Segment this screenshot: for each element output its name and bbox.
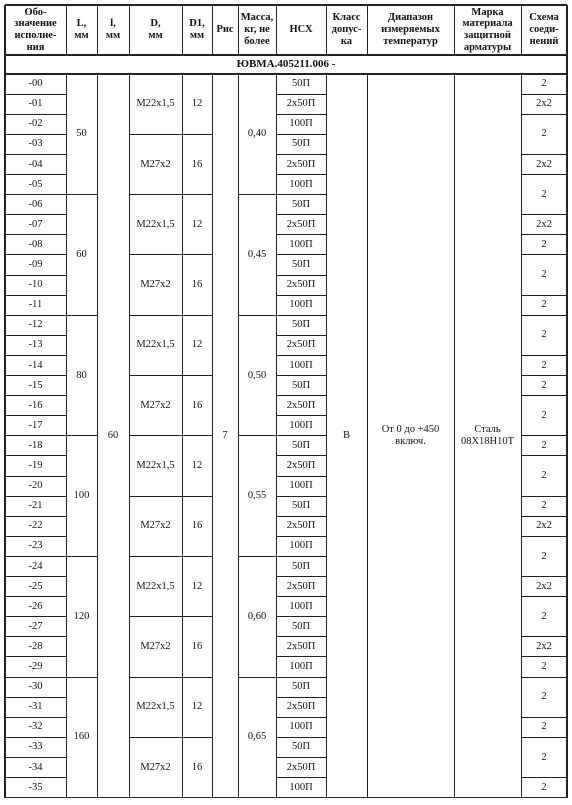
grid-line: [66, 556, 97, 557]
connection-scheme-cell: 2: [541, 610, 547, 622]
grid-line: [5, 4, 567, 5]
grid-line: [521, 5, 522, 55]
designation-cell: -16: [28, 399, 43, 411]
designation-cell: -19: [28, 460, 43, 472]
thread-D-cell: М27х2: [140, 640, 171, 652]
grid-line: [521, 576, 567, 577]
grid-line: [521, 435, 567, 436]
nsx-cell: 2х50П: [286, 701, 316, 713]
connection-scheme-cell: 2: [541, 781, 547, 793]
header-connection-scheme: Схема соеди- нений: [529, 12, 559, 47]
grid-line: [4, 55, 5, 74]
grid-line: [276, 737, 326, 738]
grid-line: [129, 496, 212, 497]
grid-line: [521, 717, 567, 718]
thread-D-cell: М22х1,5: [136, 460, 175, 472]
grid-line: [129, 254, 212, 255]
grid-line: [276, 596, 326, 597]
thread-D-cell: М22х1,5: [136, 580, 175, 592]
figure-cell: 7: [222, 429, 228, 441]
grid-line: [5, 94, 66, 95]
grid-line: [129, 5, 130, 55]
grid-line: [276, 757, 326, 758]
grid-line: [276, 375, 326, 376]
grid-line: [276, 214, 326, 215]
grid-line: [521, 516, 567, 517]
diameter-D1-cell: 16: [191, 399, 203, 411]
designation-cell: -01: [28, 98, 43, 110]
nsx-cell: 50П: [291, 741, 311, 753]
grid-line: [5, 234, 66, 235]
grid-line: [521, 355, 567, 356]
nsx-cell: 100П: [289, 781, 313, 793]
connection-scheme-cell: 2: [541, 379, 547, 391]
diameter-D1-cell: 12: [191, 339, 203, 351]
designation-cell: -18: [28, 439, 43, 451]
nsx-cell: 100П: [289, 600, 313, 612]
grid-line: [521, 455, 567, 456]
grid-line: [521, 295, 567, 296]
diameter-D1-cell: 12: [191, 98, 203, 110]
grid-line: [5, 596, 66, 597]
nsx-cell: 2х50П: [286, 339, 316, 351]
grid-line: [367, 5, 368, 55]
grid-line: [5, 516, 66, 517]
nsx-cell: 100П: [289, 118, 313, 130]
thread-D-cell: М27х2: [140, 279, 171, 291]
grid-line: [5, 717, 66, 718]
grid-line: [5, 616, 66, 617]
nsx-cell: 50П: [291, 319, 311, 331]
grid-line: [129, 737, 212, 738]
grid-line: [276, 777, 326, 778]
grid-line: [5, 375, 66, 376]
grid-line: [276, 134, 326, 135]
grid-line: [5, 797, 567, 798]
diameter-D1-cell: 12: [191, 218, 203, 230]
designation-cell: -35: [28, 781, 43, 793]
header-diameter-D1: D1, мм: [189, 18, 205, 41]
grid-line: [521, 375, 567, 376]
thread-D-cell: М22х1,5: [136, 701, 175, 713]
grid-line: [129, 194, 212, 195]
grid-line: [5, 154, 66, 155]
designation-cell: -08: [28, 238, 43, 250]
diameter-D1-cell: 12: [191, 580, 203, 592]
grid-line: [276, 114, 326, 115]
designation-cell: -09: [28, 259, 43, 271]
designation-cell: -20: [28, 480, 43, 492]
designation-cell: -12: [28, 319, 43, 331]
grid-line: [5, 335, 66, 336]
grid-line: [5, 395, 66, 396]
grid-line: [276, 234, 326, 235]
connection-scheme-cell: 2: [541, 128, 547, 140]
grid-line: [521, 174, 567, 175]
nsx-cell: 100П: [289, 540, 313, 552]
grid-line: [4, 5, 5, 55]
designation-cell: -32: [28, 721, 43, 733]
nsx-cell: 100П: [289, 480, 313, 492]
grid-line: [129, 435, 212, 436]
nsx-cell: 50П: [291, 259, 311, 271]
designation-cell: -26: [28, 600, 43, 612]
grid-line: [276, 275, 326, 276]
nsx-cell: 100П: [289, 299, 313, 311]
header-thread-D: D, мм: [148, 18, 163, 41]
designation-cell: -11: [28, 299, 43, 311]
designation-cell: -13: [28, 339, 43, 351]
grid-line: [276, 717, 326, 718]
grid-line: [5, 214, 66, 215]
grid-line: [5, 254, 66, 255]
grid-line: [97, 5, 98, 55]
mass-cell: 0,60: [247, 610, 267, 622]
grid-line: [66, 315, 97, 316]
designation-cell: -34: [28, 761, 43, 773]
grid-line: [276, 616, 326, 617]
nsx-cell: 100П: [289, 238, 313, 250]
grid-line: [5, 295, 66, 296]
connection-scheme-cell: 2: [541, 78, 547, 90]
grid-line: [276, 576, 326, 577]
connection-scheme-cell: 2х2: [536, 158, 552, 170]
connection-scheme-cell: 2х2: [536, 580, 552, 592]
diameter-D1-cell: 16: [191, 520, 203, 532]
grid-line: [5, 757, 66, 758]
connection-scheme-cell: 2: [541, 751, 547, 763]
connection-scheme-cell: 2х2: [536, 98, 552, 110]
grid-line: [5, 415, 66, 416]
diameter-D1-cell: 12: [191, 460, 203, 472]
header-material: Марка материала защитной арматуры: [462, 6, 513, 53]
thread-D-cell: М27х2: [140, 399, 171, 411]
grid-line: [566, 5, 567, 55]
header-tolerance-class: Класс допус- ка: [331, 12, 362, 47]
grid-line: [276, 496, 326, 497]
mass-cell: 0,40: [247, 128, 267, 140]
nsx-cell: 2х50П: [286, 98, 316, 110]
grid-line: [521, 656, 567, 657]
grid-line: [129, 315, 212, 316]
connection-scheme-cell: 2х2: [536, 218, 552, 230]
mass-cell: 0,50: [247, 369, 267, 381]
grid-line: [238, 435, 276, 436]
length-L-cell: 50: [76, 128, 87, 140]
grid-line: [5, 54, 567, 55]
grid-line: [326, 5, 327, 55]
grid-line: [5, 435, 66, 436]
grid-line: [276, 154, 326, 155]
grid-line: [367, 74, 368, 798]
temp-range-cell: От 0 до +450 включ.: [381, 424, 440, 447]
grid-line: [129, 616, 212, 617]
nsx-cell: 100П: [289, 661, 313, 673]
grid-line: [238, 315, 276, 316]
designation-cell: -27: [28, 620, 43, 632]
thread-D-cell: М22х1,5: [136, 98, 175, 110]
diameter-D1-cell: 16: [191, 640, 203, 652]
length-L-cell: 80: [76, 369, 87, 381]
grid-line: [129, 677, 212, 678]
grid-line: [521, 234, 567, 235]
grid-line: [5, 455, 66, 456]
designation-cell: -24: [28, 560, 43, 572]
thread-D-cell: М27х2: [140, 158, 171, 170]
grid-line: [521, 677, 567, 678]
nsx-cell: 50П: [291, 198, 311, 210]
grid-line: [5, 656, 66, 657]
grid-line: [182, 5, 183, 55]
connection-scheme-cell: 2: [541, 550, 547, 562]
nsx-cell: 100П: [289, 178, 313, 190]
grid-line: [5, 134, 66, 135]
designation-cell: -14: [28, 359, 43, 371]
diameter-D1-cell: 16: [191, 761, 203, 773]
thread-D-cell: М27х2: [140, 520, 171, 532]
length-L-cell: 120: [73, 610, 90, 622]
header-length-l: l, мм: [105, 18, 121, 41]
designation-cell: -15: [28, 379, 43, 391]
grid-line: [454, 74, 455, 798]
connection-scheme-cell: 2: [541, 359, 547, 371]
grid-line: [521, 154, 567, 155]
grid-line: [276, 315, 326, 316]
connection-scheme-cell: 2: [541, 409, 547, 421]
connection-scheme-cell: 2: [541, 329, 547, 341]
nsx-cell: 2х50П: [286, 158, 316, 170]
thread-D-cell: М22х1,5: [136, 339, 175, 351]
nsx-cell: 2х50П: [286, 460, 316, 472]
grid-line: [276, 254, 326, 255]
grid-line: [276, 335, 326, 336]
nsx-cell: 50П: [291, 620, 311, 632]
nsx-cell: 50П: [291, 500, 311, 512]
connection-scheme-cell: 2: [541, 691, 547, 703]
product-code-row: ЮВМА.405211.006 -: [236, 58, 336, 71]
designation-cell: -17: [28, 419, 43, 431]
nsx-cell: 2х50П: [286, 761, 316, 773]
grid-line: [5, 677, 66, 678]
grid-line: [276, 516, 326, 517]
length-L-cell: 100: [73, 490, 90, 502]
header-figure: Рис: [216, 24, 234, 36]
tolerance-class-cell: B: [342, 429, 350, 441]
connection-scheme-cell: 2: [541, 721, 547, 733]
diameter-D1-cell: 16: [191, 279, 203, 291]
grid-line: [5, 576, 66, 577]
designation-cell: -25: [28, 580, 43, 592]
connection-scheme-cell: 2: [541, 470, 547, 482]
grid-line: [521, 315, 567, 316]
grid-line: [238, 5, 239, 55]
grid-line: [521, 94, 567, 95]
length-l-cell: 60: [107, 429, 119, 441]
designation-cell: -05: [28, 178, 43, 190]
diameter-D1-cell: 12: [191, 701, 203, 713]
designation-cell: -21: [28, 500, 43, 512]
designation-cell: -00: [28, 78, 43, 90]
nsx-cell: 50П: [291, 78, 311, 90]
designation-cell: -02: [28, 118, 43, 130]
grid-line: [521, 254, 567, 255]
grid-line: [66, 194, 97, 195]
nsx-cell: 2х50П: [286, 279, 316, 291]
grid-line: [276, 5, 277, 55]
grid-line: [276, 636, 326, 637]
grid-line: [521, 214, 567, 215]
nsx-cell: 100П: [289, 419, 313, 431]
grid-line: [212, 5, 213, 55]
length-L-cell: 60: [76, 249, 87, 261]
nsx-cell: 2х50П: [286, 399, 316, 411]
grid-line: [5, 194, 66, 195]
grid-line: [238, 677, 276, 678]
nsx-cell: 50П: [291, 560, 311, 572]
header-length-L: L, мм: [74, 18, 89, 41]
grid-line: [5, 697, 66, 698]
designation-cell: -06: [28, 198, 43, 210]
grid-line: [276, 556, 326, 557]
grid-line: [521, 496, 567, 497]
thread-D-cell: М22х1,5: [136, 218, 175, 230]
grid-line: [276, 194, 326, 195]
grid-line: [521, 395, 567, 396]
grid-line: [521, 777, 567, 778]
diameter-D1-cell: 16: [191, 158, 203, 170]
grid-line: [276, 656, 326, 657]
grid-line: [276, 476, 326, 477]
grid-line: [129, 556, 212, 557]
connection-scheme-cell: 2х2: [536, 640, 552, 652]
grid-line: [521, 536, 567, 537]
grid-line: [521, 636, 567, 637]
grid-line: [5, 777, 66, 778]
grid-line: [276, 295, 326, 296]
grid-line: [5, 636, 66, 637]
grid-line: [66, 5, 67, 55]
grid-line: [5, 355, 66, 356]
connection-scheme-cell: 2: [541, 188, 547, 200]
nsx-cell: 50П: [291, 681, 311, 693]
designation-cell: -29: [28, 661, 43, 673]
grid-line: [276, 94, 326, 95]
designation-cell: -28: [28, 640, 43, 652]
grid-line: [276, 677, 326, 678]
nsx-cell: 100П: [289, 359, 313, 371]
grid-line: [5, 73, 567, 74]
nsx-cell: 2х50П: [286, 580, 316, 592]
nsx-cell: 50П: [291, 138, 311, 150]
designation-cell: -23: [28, 540, 43, 552]
grid-line: [276, 455, 326, 456]
grid-line: [5, 174, 66, 175]
designation-cell: -03: [28, 138, 43, 150]
grid-line: [66, 677, 97, 678]
header-nsx: НСХ: [289, 24, 313, 36]
designation-cell: -22: [28, 520, 43, 532]
designation-cell: -33: [28, 741, 43, 753]
header-designation: Обо- значение исполне- ния: [14, 6, 57, 53]
connection-scheme-cell: 2: [541, 269, 547, 281]
grid-line: [276, 415, 326, 416]
grid-line: [5, 476, 66, 477]
grid-line: [5, 275, 66, 276]
grid-line: [521, 596, 567, 597]
grid-line: [454, 5, 455, 55]
header-mass: Масса, кг, не более: [240, 12, 274, 47]
designation-cell: -10: [28, 279, 43, 291]
grid-line: [276, 174, 326, 175]
grid-line: [66, 435, 97, 436]
mass-cell: 0,65: [247, 731, 267, 743]
grid-line: [5, 737, 66, 738]
connection-scheme-cell: 2х2: [536, 520, 552, 532]
grid-line: [276, 435, 326, 436]
grid-line: [276, 355, 326, 356]
grid-line: [129, 134, 212, 135]
designation-cell: -07: [28, 218, 43, 230]
grid-line: [276, 536, 326, 537]
grid-line: [238, 194, 276, 195]
designation-cell: -04: [28, 158, 43, 170]
grid-line: [5, 536, 66, 537]
grid-line: [129, 375, 212, 376]
grid-line: [5, 556, 66, 557]
nsx-cell: 100П: [289, 721, 313, 733]
grid-line: [566, 55, 567, 74]
nsx-cell: 2х50П: [286, 640, 316, 652]
connection-scheme-cell: 2: [541, 299, 547, 311]
header-temp-range: Диапазон измеряемых температур: [381, 12, 440, 47]
grid-line: [238, 556, 276, 557]
grid-line: [5, 315, 66, 316]
connection-scheme-cell: 2: [541, 238, 547, 250]
designation-cell: -30: [28, 681, 43, 693]
grid-line: [521, 737, 567, 738]
thread-D-cell: М27х2: [140, 761, 171, 773]
mass-cell: 0,55: [247, 490, 267, 502]
nsx-cell: 2х50П: [286, 218, 316, 230]
grid-line: [276, 395, 326, 396]
connection-scheme-cell: 2: [541, 500, 547, 512]
nsx-cell: 50П: [291, 439, 311, 451]
material-cell: Сталь 08Х18Н10Т: [460, 424, 515, 447]
grid-line: [5, 114, 66, 115]
connection-scheme-cell: 2: [541, 439, 547, 451]
nsx-cell: 2х50П: [286, 520, 316, 532]
mass-cell: 0,45: [247, 249, 267, 261]
nsx-cell: 50П: [291, 379, 311, 391]
connection-scheme-cell: 2: [541, 661, 547, 673]
grid-line: [276, 697, 326, 698]
grid-line: [521, 114, 567, 115]
designation-cell: -31: [28, 701, 43, 713]
length-L-cell: 160: [73, 731, 90, 743]
grid-line: [5, 496, 66, 497]
